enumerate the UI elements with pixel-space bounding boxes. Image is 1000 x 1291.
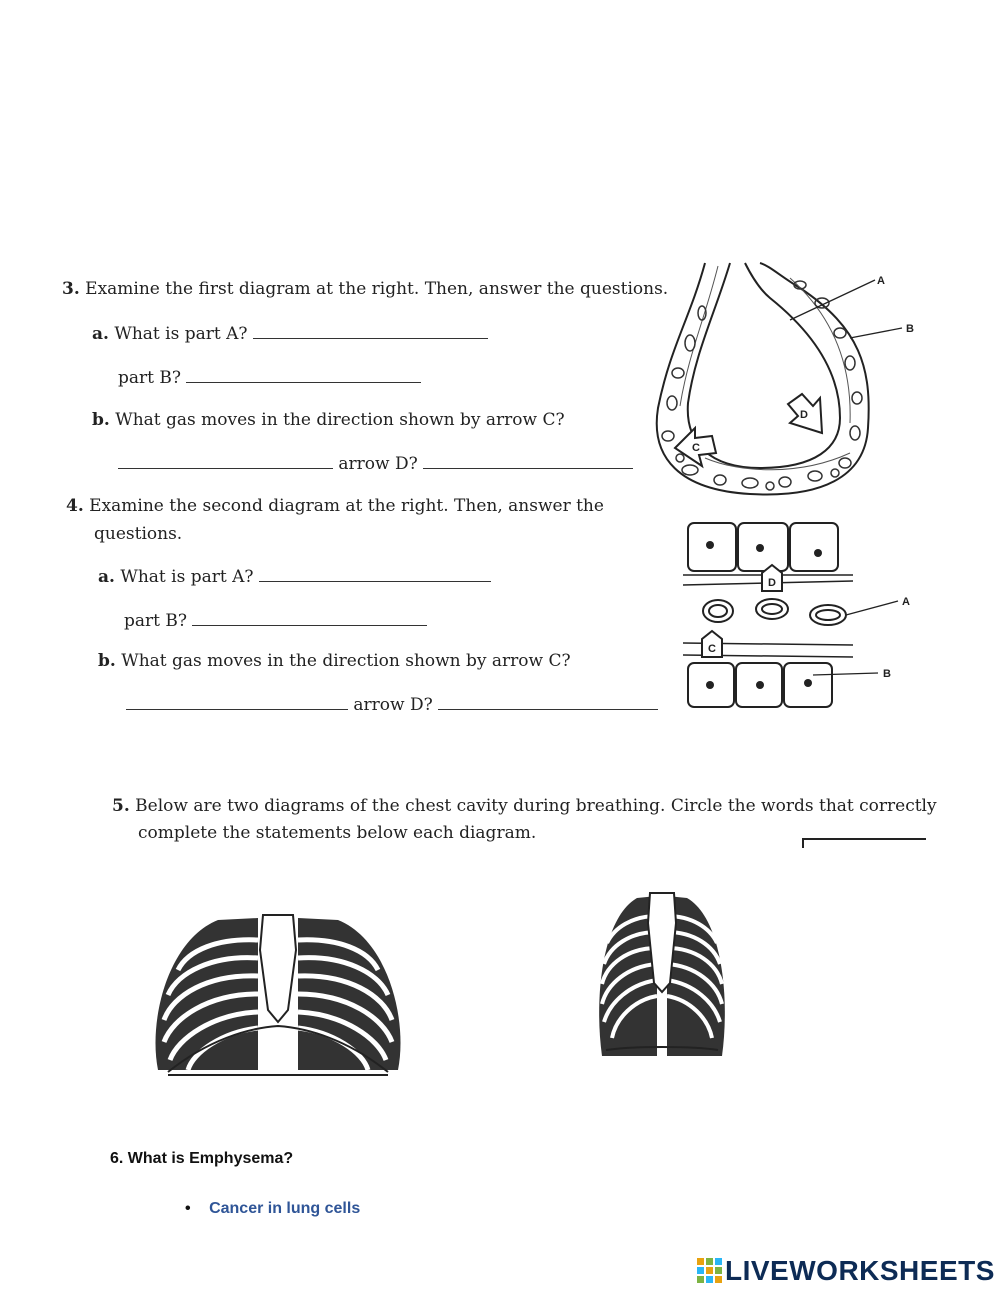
q4-prompt-line2: questions. xyxy=(94,524,183,544)
q4a-answer-blank[interactable] xyxy=(259,567,491,582)
q5-line1: Below are two diagrams of the chest cavity during breathing. Circle the words that correctly xyxy=(135,796,937,816)
liveworksheets-logo xyxy=(697,1255,995,1287)
alveolus-diagram xyxy=(650,258,930,503)
q4a-label: a. xyxy=(98,567,115,587)
q3a-text: What is part A? xyxy=(114,324,248,344)
q4-arrowd-text: arrow D? xyxy=(353,695,433,715)
q6-title: 6. What is Emphysema? xyxy=(110,1150,294,1167)
q4-partb-answer-blank[interactable] xyxy=(192,611,427,626)
q3-arrowd-row xyxy=(118,453,633,475)
q3-prompt xyxy=(62,278,668,300)
diagram2-label-a: A xyxy=(902,596,910,608)
diagram1-label-c: C xyxy=(692,442,700,454)
q6-option-text: Cancer in lung cells xyxy=(209,1200,361,1217)
q5-prompt xyxy=(112,795,937,817)
q4b-text: What gas moves in the direction shown by arrow C? xyxy=(121,651,571,671)
bullet-icon: • xyxy=(185,1200,191,1217)
q4-arrowc-answer-blank[interactable] xyxy=(126,695,348,710)
q3a-row xyxy=(92,323,488,345)
q3-prompt-text: Examine the first diagram at the right. Then, answer the questions. xyxy=(85,279,669,299)
q5-number: 5. xyxy=(112,796,130,816)
q3-partb-answer-blank[interactable] xyxy=(186,368,421,383)
ribcage-diagram-left xyxy=(148,910,408,1082)
watermark-text: LIVEWORKSHEETS xyxy=(725,1255,995,1286)
q4-number: 4. xyxy=(66,496,84,516)
diagram1-label-d: D xyxy=(800,409,808,421)
diagram2-label-b: B xyxy=(883,668,891,680)
q3b-label: b. xyxy=(92,410,110,430)
capillary-diagram xyxy=(678,515,918,715)
q4a-text: What is part A? xyxy=(120,567,254,587)
q3-arrowd-answer-blank[interactable] xyxy=(423,454,633,469)
q4-partb-text: part B? xyxy=(124,611,187,631)
q3b-text: What gas moves in the direction shown by arrow C? xyxy=(115,410,565,430)
ribcage-diagram-right xyxy=(592,888,732,1066)
q3-arrowd-text: arrow D? xyxy=(338,454,418,474)
q4-partb-row xyxy=(124,610,427,632)
diagram2-label-c: C xyxy=(708,643,716,655)
q4-prompt xyxy=(66,495,604,517)
diagram1-label-a: A xyxy=(877,275,885,287)
q3a-answer-blank[interactable] xyxy=(253,324,488,339)
diagram2-label-d: D xyxy=(768,577,776,589)
q4-arrowd-answer-blank[interactable] xyxy=(438,695,658,710)
q4-prompt-line1: Examine the second diagram at the right. Then, answer the xyxy=(89,496,604,516)
q4a-row xyxy=(98,566,491,588)
q6-option[interactable] xyxy=(185,1200,360,1218)
q3-number: 3. xyxy=(62,279,80,299)
q4-arrowd-row xyxy=(126,694,658,716)
sternum-left xyxy=(260,915,296,1022)
q4b-row xyxy=(98,650,571,672)
diagram1-label-b: B xyxy=(906,323,914,335)
answer-box-edge xyxy=(802,838,926,848)
q3a-label: a. xyxy=(92,324,109,344)
q4b-label: b. xyxy=(98,651,116,671)
q3-partb-row xyxy=(118,367,421,389)
q3-partb-text: part B? xyxy=(118,368,181,388)
logo-grid-icon xyxy=(697,1258,723,1284)
q3b-row xyxy=(92,409,565,431)
q5-line2: complete the statements below each diagram. xyxy=(138,823,537,843)
q3-arrowc-answer-blank[interactable] xyxy=(118,454,333,469)
